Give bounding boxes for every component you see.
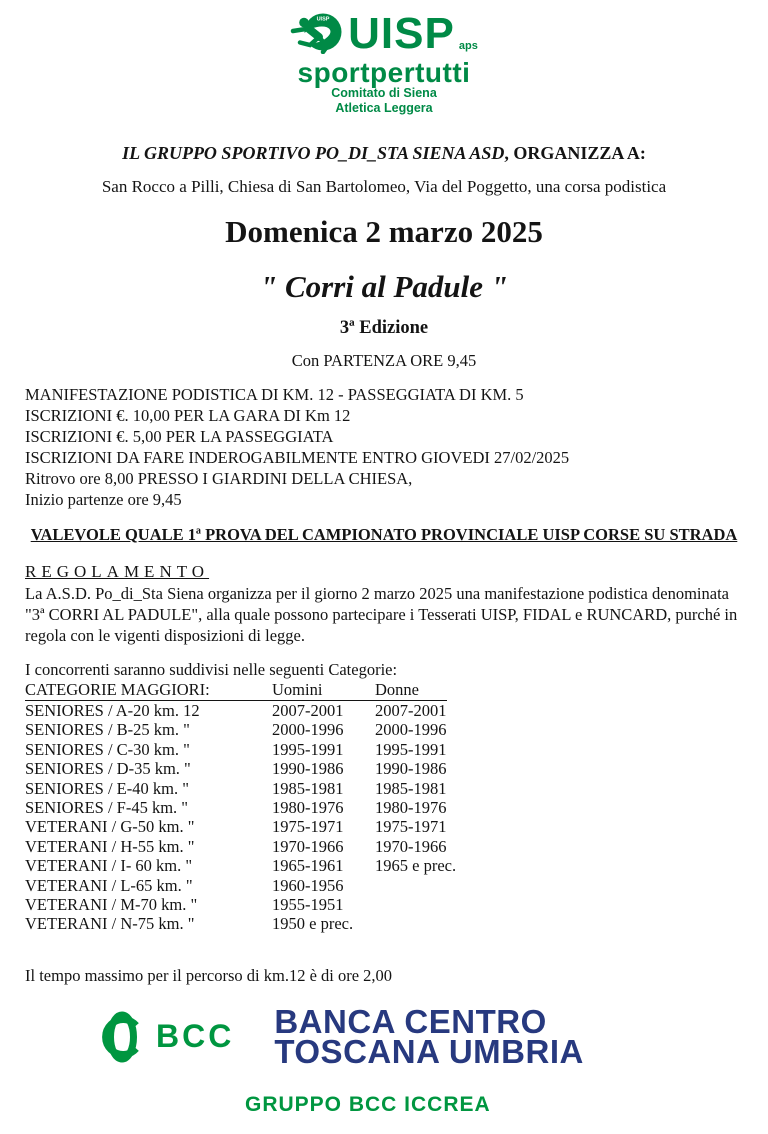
table-row: [25, 759, 768, 778]
bcc-bank-line2: TOSCANA UMBRIA: [274, 1032, 584, 1070]
donne-cell: 2007-2001: [375, 701, 447, 720]
category-cell: VETERANI / M-70 km. ": [25, 895, 198, 915]
detail-meeting-line: Ritrovo ore 8,00 PRESSO I GIARDINI DELLA CHIESA,: [25, 469, 413, 488]
championship-note: VALEVOLE QUALE 1ª PROVA DEL CAMPIONATO PROVINCIALE UISP CORSE SU STRADA: [30, 525, 738, 544]
time-limit-line: Il tempo massimo per il percorso di km.12 è di ore 2,00: [25, 965, 393, 985]
table-header-row: [25, 680, 447, 701]
uomini-cell: 1970-1966: [272, 836, 344, 856]
uomini-cell: 1995-1991: [272, 739, 344, 759]
detail-deadline-line: ISCRIZIONI DA FARE INDEROGABILMENTE ENTRO GIOVEDI 27/02/2025: [25, 448, 570, 467]
uomini-cell: 1980-1976: [272, 798, 344, 818]
uomini-cell: 1985-1981: [272, 778, 344, 798]
table-row: [25, 740, 768, 759]
category-cell: SENIORES / A-20 km. 12: [25, 701, 200, 720]
donne-cell: [375, 914, 768, 933]
event-details: [25, 384, 748, 510]
header-uomini: Uomini: [272, 680, 323, 699]
detail-fee-race-line: ISCRIZIONI €. 10,00 PER LA GARA DI Km 12: [25, 406, 351, 425]
bcc-bank-name: [274, 1002, 584, 1070]
table-row: [25, 856, 768, 875]
uomini-cell: 1960-1956: [272, 875, 344, 895]
bcc-sponsor-logo: [0, 1002, 768, 1117]
donne-cell: 1990-1986: [375, 759, 447, 779]
bcc-bank-line1: BANCA CENTRO: [274, 1002, 547, 1040]
detail-start-line: Inizio partenze ore 9,45: [25, 490, 182, 509]
uisp-tagline: sportpertutti: [297, 57, 471, 88]
uisp-logo: [0, 0, 768, 115]
table-row: [25, 701, 768, 720]
uisp-aps-suffix: aps: [458, 40, 478, 52]
donne-cell: [375, 895, 768, 914]
category-cell: VETERANI / N-75 km. ": [25, 914, 195, 934]
start-time-line: Con PARTENZA ORE 9,45: [291, 351, 477, 370]
category-cell: SENIORES / F-45 km. ": [25, 798, 189, 818]
header-category: CATEGORIE MAGGIORI:: [25, 680, 210, 699]
bcc-group-text: GRUPPO BCC ICCREA: [245, 1092, 491, 1116]
uomini-cell: 1955-1951: [272, 895, 344, 915]
category-cell: VETERANI / G-50 km. ": [25, 817, 195, 837]
location-line: San Rocco a Pilli, Chiesa di San Bartolomeo, Via del Poggetto, una corsa podistica: [101, 177, 667, 196]
uisp-committee-line2: Atletica Leggera: [335, 100, 433, 115]
table-row: [25, 876, 768, 895]
bcc-abbr-text: BCC: [156, 1018, 235, 1055]
donne-cell: 1975-1971: [375, 817, 447, 837]
uomini-cell: 1950 e prec.: [272, 914, 354, 934]
uisp-brand-text: UISP: [348, 9, 455, 58]
organizer-line: [0, 143, 768, 163]
category-cell: VETERANI / H-55 km. ": [25, 836, 195, 856]
uomini-cell: 1990-1986: [272, 759, 344, 779]
detail-fee-walk-line: ISCRIZIONI €. 5,00 PER LA PASSEGGIATA: [25, 427, 334, 446]
category-cell: SENIORES / B-25 km. ": [25, 720, 190, 740]
category-cell: SENIORES / C-30 km. ": [25, 739, 190, 759]
uomini-cell: 1965-1961: [272, 856, 344, 876]
uomini-cell: 1975-1971: [272, 817, 344, 837]
donne-cell: 1970-1966: [375, 836, 447, 856]
categories-intro: I concorrenti saranno suddivisi nelle seguenti Categorie:: [25, 660, 398, 679]
regulation-heading: REGOLAMENTO: [25, 562, 210, 581]
table-row: [25, 798, 768, 817]
table-row: [25, 720, 768, 739]
donne-cell: 1995-1991: [375, 739, 447, 759]
edition-line: 3ª Edizione: [339, 318, 429, 338]
uomini-cell: 2007-2001: [272, 701, 344, 720]
header-donne: Donne: [375, 680, 419, 699]
detail-distance-line: MANIFESTAZIONE PODISTICA DI KM. 12 - PASSEGGIATA DI KM. 5: [25, 385, 524, 404]
regulation-paragraph: La A.S.D. Po_di_Sta Siena organizza per il giorno 2 marzo 2025 una manifestazione podistica denominata "3ª CORRI AL PADULE", alla quale possono partecipare i Tesserati UISP, FIDAL e RUNCARD, purché in regola con le vigenti disposizioni di legge.: [25, 584, 738, 645]
race-name-title: " Corri al Padule ": [260, 269, 508, 304]
table-row: [25, 817, 768, 836]
category-cell: SENIORES / D-35 km. ": [25, 759, 191, 779]
donne-cell: 1965 e prec.: [375, 856, 457, 876]
table-row: [25, 779, 768, 798]
donne-cell: 2000-1996: [375, 720, 447, 740]
table-row: [25, 837, 768, 856]
uisp-committee-line1: Comitato di Siena: [331, 86, 437, 100]
uisp-emblem-text: UISP: [316, 16, 330, 23]
donne-cell: 1980-1976: [375, 798, 447, 818]
donne-cell: [375, 876, 768, 895]
category-cell: VETERANI / L-65 km. ": [25, 875, 193, 895]
bcc-emblem-icon: [97, 1007, 147, 1067]
organizer-name: IL GRUPPO SPORTIVO PO_DI_STA SIENA ASD: [122, 143, 505, 163]
organizer-suffix: , ORGANIZZA A:: [504, 143, 646, 163]
table-row: [25, 914, 768, 933]
uomini-cell: 2000-1996: [272, 720, 344, 740]
table-row: [25, 895, 768, 914]
donne-cell: 1985-1981: [375, 778, 447, 798]
categories-table: [25, 680, 768, 934]
uisp-runner-emblem-icon: [290, 10, 344, 54]
category-cell: SENIORES / E-40 km. ": [25, 778, 189, 798]
category-cell: VETERANI / I- 60 km. ": [25, 856, 193, 876]
event-date-title: Domenica 2 marzo 2025: [225, 214, 543, 249]
